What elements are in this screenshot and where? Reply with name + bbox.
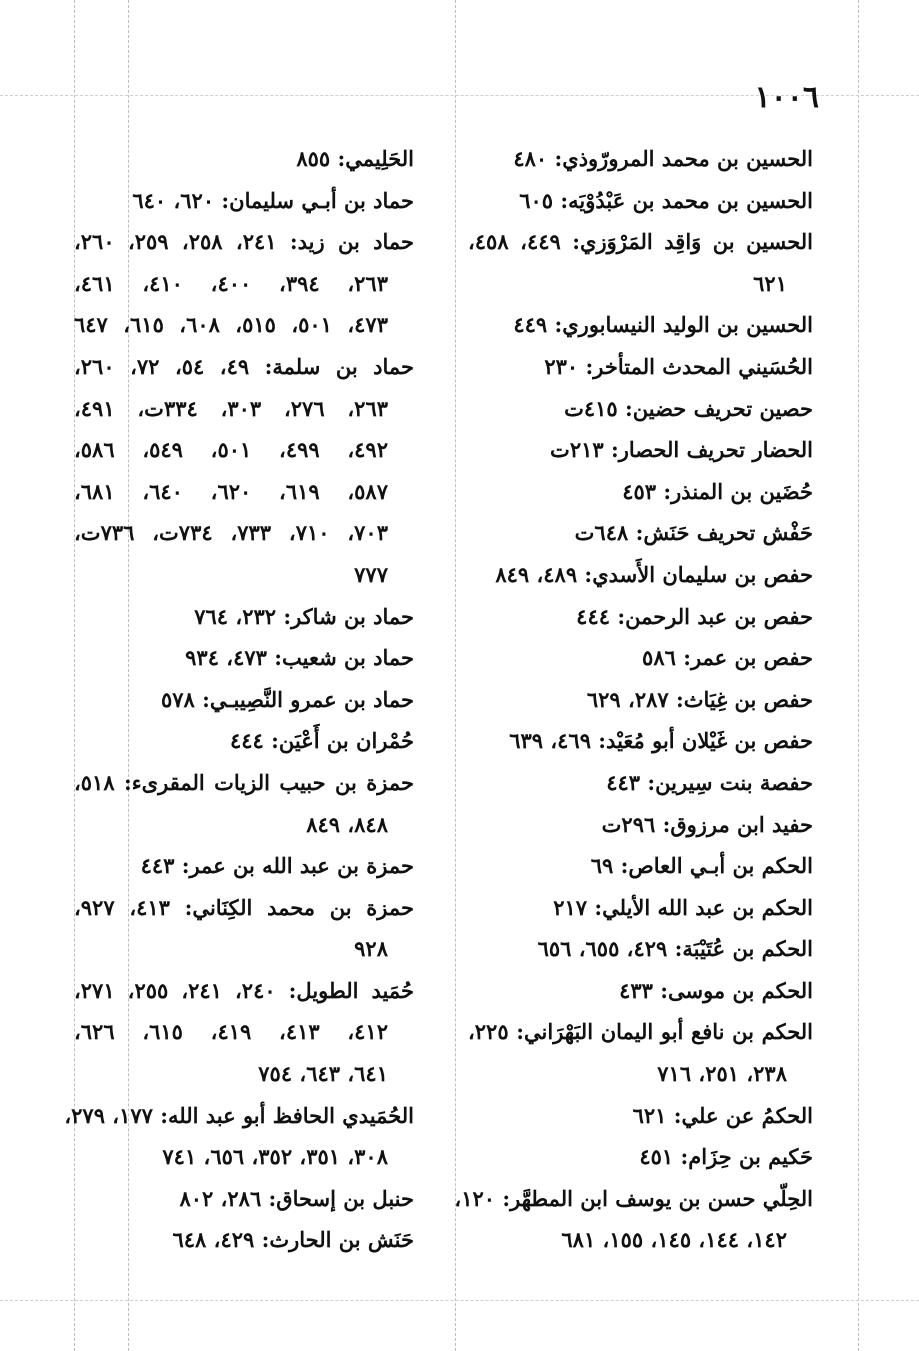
index-entry-continuation: ٢٦٣، ٣٩٤، ٤٠٠، ٤١٠، ٤٦١، (74, 270, 388, 296)
index-entry-continuation: ٦٢١ (753, 270, 787, 296)
index-entry: الحسين بن محمد بن عَبْدُوْيَه: ٦٠٥ (519, 187, 813, 213)
index-column-right (454, 138, 814, 1261)
index-entry: حفص بن غَيْلان أبو مُعَيْد: ٤٦٩، ٦٣٩ (509, 728, 813, 754)
index-entry: الحكم بن أبـي العاص: ٦٩ (590, 853, 813, 879)
index-entry: الحِلّي حسن بن يوسف ابن المطهَّر: ١٢٠، (454, 1185, 813, 1211)
index-entry: الحكم بن عُتَيْبَة: ٤٢٩، ٦٥٥، ٦٥٦ (537, 936, 813, 962)
index-entry: حفص بن غِيَاث: ٢٨٧، ٦٢٩ (586, 686, 813, 712)
index-entry: حماد بن شاكر: ٢٣٢، ٧٦٤ (194, 603, 414, 629)
index-entry: الحسين بن وَاقِد المَرْوَزي: ٤٤٩، ٤٥٨، (468, 229, 814, 255)
index-entry: الحكم بن عبد الله الأيلي: ٢١٧ (553, 894, 813, 920)
scan-guide-line (858, 0, 859, 1351)
index-entry: الحُسَيني المحدث المتأخر: ٢٣٠ (544, 353, 813, 379)
index-entry-continuation: ٣٠٨، ٣٥١، ٣٥٢، ٦٥٦، ٧٤١ (162, 1144, 388, 1170)
scan-guide-line (455, 0, 456, 1351)
index-entry: حماد بن زيد: ٢٤١، ٢٥٨، ٢٥٩، ٢٦٠، (74, 229, 415, 255)
index-entry-continuation: ٧٠٣، ٧١٠، ٧٣٣، ٧٣٤ت، ٧٣٦ت، (74, 520, 388, 546)
index-entry-continuation: ٤٩٢، ٤٩٩، ٥٠١، ٥٤٩، ٥٨٦، (74, 437, 388, 463)
index-entry: حصين تحريف حضين: ٤١٥ت (564, 395, 813, 421)
index-entry: حنبل بن إسحاق: ٢٨٦، ٨٠٢ (179, 1185, 414, 1211)
index-entry: حماد بن سلمة: ٤٩، ٥٤، ٧٢، ٢٦٠، (74, 353, 415, 379)
index-entry: حمزة بن عبد الله بن عمر: ٤٤٣ (140, 853, 414, 879)
index-entry-continuation: ٥٨٧، ٦١٩، ٦٢٠، ٦٤٠، ٦٨١، (74, 478, 388, 504)
index-entry: حفصة بنت سِيرين: ٤٤٣ (606, 769, 813, 795)
index-entry-continuation: ٤٧٣، ٥٠١، ٥١٥، ٦٠٨، ٦١٥، ٦٤٧ (74, 312, 388, 338)
index-entry-continuation: ١٤٢، ١٤٤، ١٤٥، ١٥٥، ٦٨١ (561, 1227, 787, 1253)
index-entry-continuation: ٢٦٣، ٢٧٦، ٣٠٣، ٣٣٤ت، ٤٩١، (74, 395, 389, 421)
index-column-left (64, 138, 415, 1261)
index-entry: حَنَش بن الحارث: ٤٢٩، ٦٤٨ (172, 1227, 414, 1253)
index-entry: الحَلِيمي: ٨٥٥ (296, 146, 414, 171)
index-entry: الحكم بن نافع أبو اليمان البَهْرَاني: ٢٢٥، (468, 1019, 813, 1045)
index-entry: حماد بن عمرو النَّصِيبـي: ٥٧٨ (160, 686, 414, 712)
index-entry: حماد بن شعيب: ٤٧٣، ٩٣٤ (185, 645, 414, 671)
index-entry-continuation: ٤١٢، ٤١٣، ٤١٩، ٦١٥، ٦٢٦، (74, 1019, 388, 1045)
index-entry-continuation: ٩٢٨ (354, 936, 388, 962)
index-entry: الحسين بن الوليد النيسابوري: ٤٤٩ (513, 312, 813, 338)
index-entry: حفص بن عبد الرحمن: ٤٤٤ (576, 603, 813, 629)
index-entry: الحُمَيدي الحافظ أبو عبد الله: ١٧٧، ٢٧٩، (64, 1102, 414, 1128)
page-number: ١٠٠٦ (754, 80, 819, 115)
index-entry: الحضار تحريف الحصار: ٢١٣ت (550, 437, 813, 463)
index-entry-continuation: ٢٣٨، ٢٥١، ٧١٦ (657, 1061, 787, 1087)
index-entry: الحكم بن موسى: ٤٣٣ (619, 977, 813, 1003)
index-entry: حُمْران بن أَعْيَن: ٤٤٤ (229, 728, 414, 754)
index-entry: حماد بن أبـي سليمان: ٦٢٠، ٦٤٠ (132, 187, 414, 213)
index-entry: حُمَيد الطويل: ٢٤٠، ٢٤١، ٢٥٥، ٢٧١، (74, 977, 415, 1003)
index-entry: حفص بن سليمان الأَسدي: ٤٨٩، ٨٤٩ (495, 561, 813, 587)
index-entry: حَكيم بن حِزَام: ٤٥١ (639, 1144, 813, 1170)
index-entry: الحسين بن محمد المرورّوذي: ٤٨٠ (513, 146, 813, 171)
scan-guide-line (0, 1300, 919, 1301)
index-entry: حَفْش تحريف حَنَش: ٦٤٨ت (574, 520, 813, 546)
index-entry-continuation: ٧٧٧ (354, 561, 388, 587)
index-entry-continuation: ٦٤١، ٦٤٣، ٧٥٤ (258, 1061, 388, 1087)
index-entry: حفيد ابن مرزوق: ٢٩٦ت (601, 811, 813, 837)
index-entry: حفص بن عمر: ٥٨٦ (642, 645, 813, 671)
index-entry: حمزة بن محمد الكِنَاني: ٤١٣، ٩٢٧، (74, 894, 415, 920)
index-entry: حمزة بن حبيب الزيات المقرىء: ٥١٨، (74, 769, 414, 795)
index-entry-continuation: ٨٤٨، ٨٤٩ (306, 811, 388, 837)
index-entry: حُضَين بن المنذر: ٤٥٣ (622, 478, 813, 504)
index-entry: الحكمُ عن علي: ٦٢١ (632, 1102, 813, 1128)
